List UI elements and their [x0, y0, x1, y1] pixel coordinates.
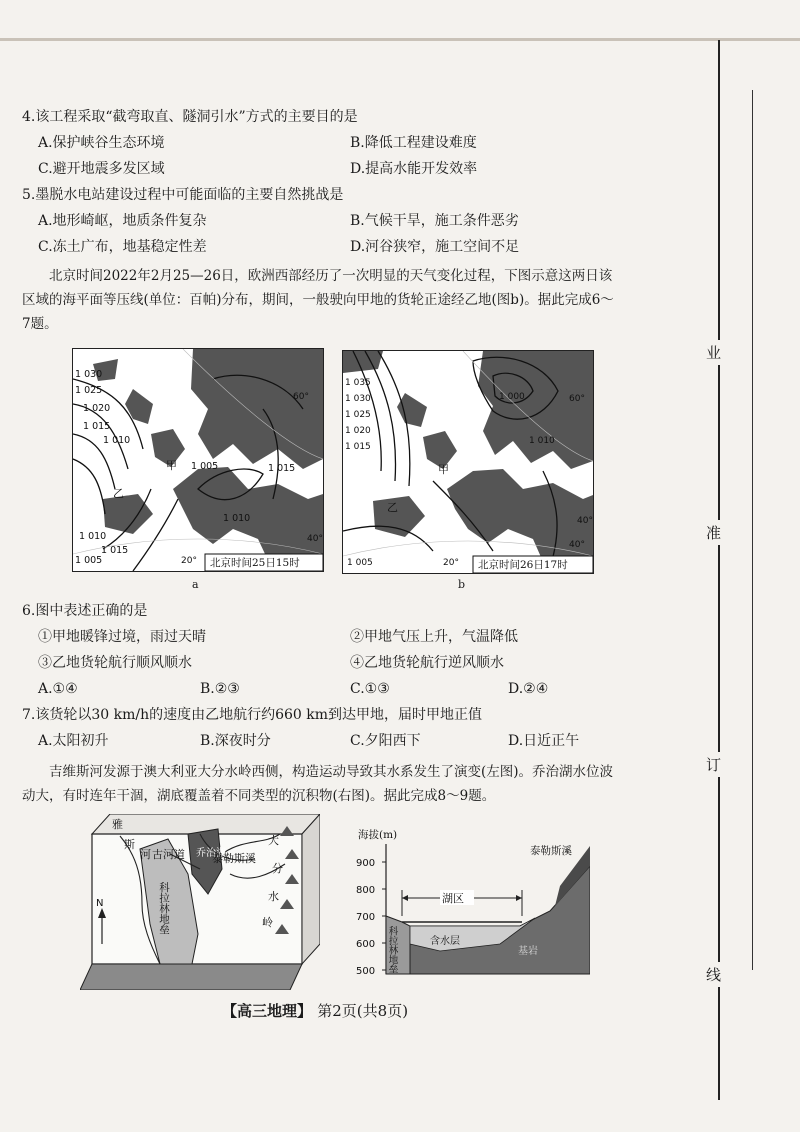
- map-a-graphic: [73, 349, 323, 571]
- map-a-isobar-label: 1 015: [83, 421, 111, 432]
- north-arrow-label: N: [96, 898, 104, 909]
- river-label-he: 河: [140, 848, 151, 861]
- map-a-coord-label: 20°: [181, 556, 197, 566]
- question-6-statement-2: ②甲地气压上升，气温降低: [350, 629, 518, 645]
- question-5-option-c[interactable]: C.冻土广布，地基稳定性差: [38, 239, 207, 255]
- map-a-isobar-label: 1 005: [191, 461, 219, 472]
- question-5-option-b[interactable]: B.气候干旱，施工条件恶劣: [350, 213, 519, 229]
- question-5-option-a[interactable]: A.地形崎岖，地质条件复杂: [38, 213, 207, 229]
- top-edge-line: [0, 38, 800, 41]
- lake-zone-label: 湖区: [442, 892, 464, 905]
- question-5-option-d[interactable]: D.河谷狭窄，施工空间不足: [350, 239, 520, 255]
- question-4-option-a[interactable]: A.保护峡谷生态环境: [38, 135, 165, 151]
- question-6-option-d[interactable]: D.②④: [508, 681, 549, 697]
- map-b-place-jia: 甲: [438, 463, 449, 476]
- map-a-time-label: 北京时间25日15时: [210, 557, 300, 569]
- ancient-channel-label: 古河道: [152, 848, 185, 861]
- aquifer-label: 含水层: [430, 936, 460, 947]
- footer-page-number: 第2页(共8页): [317, 1002, 409, 1020]
- map-b-coord-label: 40°: [569, 540, 585, 550]
- map-a-isobar-label: 1 010: [103, 435, 131, 446]
- question-7-option-d[interactable]: D.日近正午: [508, 733, 580, 749]
- map-b-coord-label: 60°: [569, 394, 585, 404]
- map-b-time-label: 北京时间26日17时: [478, 559, 568, 571]
- question-4-option-c[interactable]: C.避开地震多发区域: [38, 161, 165, 177]
- question-5-stem: 5.墨脱水电站建设过程中可能面临的主要自然挑战是: [22, 187, 344, 203]
- map-b-isobar-label: 1 010: [529, 436, 555, 446]
- taylors-creek-label: 泰勒斯溪: [212, 852, 256, 865]
- map-b-isobar-label: 1 030: [345, 394, 371, 404]
- river-label-ya: 雅: [112, 818, 123, 831]
- river-label-si: 斯: [124, 838, 135, 851]
- map-b-isobar-label: 1 005: [347, 558, 373, 568]
- page-footer: [222, 1000, 408, 1021]
- footer-subject: 【高三地理】: [222, 1002, 313, 1020]
- divide-label-da: 大: [268, 834, 279, 847]
- pressure-map-a: [72, 348, 324, 572]
- taylors-creek-section-label: 泰勒斯溪: [530, 845, 572, 857]
- y-tick: 900: [356, 858, 376, 869]
- map-b-caption: b: [458, 578, 466, 591]
- bedrock-label: 基岩: [518, 946, 538, 957]
- y-tick: 800: [356, 885, 376, 896]
- map-a-caption: a: [192, 578, 199, 591]
- map-b-isobar-label: 1 025: [345, 410, 371, 420]
- question-6-option-c[interactable]: C.①③: [350, 681, 390, 697]
- lake-george-label: 乔治湖: [196, 848, 226, 859]
- binding-strip: [718, 40, 800, 1100]
- map-b-isobar-label: 1 020: [345, 426, 371, 436]
- question-6-stem: 6.图中表述正确的是: [22, 603, 148, 619]
- river-block-graphic: [80, 814, 320, 990]
- map-b-graphic: [343, 351, 593, 573]
- binding-char: 准: [706, 520, 721, 545]
- question-4-option-d[interactable]: D.提高水能开发效率: [350, 161, 478, 177]
- map-a-isobar-label: 1 005: [75, 555, 103, 566]
- cross-section-graphic: [350, 826, 590, 984]
- map-b-coord-label: 40°: [577, 516, 593, 526]
- question-7-option-a[interactable]: A.太阳初升: [38, 733, 109, 749]
- map-a-isobar-label: 1 015: [101, 545, 129, 556]
- passage-8-9: 吉维斯河发源于澳大利亚大分水岭西侧，构造运动导致其水系发生了演变(左图)。乔治湖水位波动大，有时连年干涸，湖底覆盖着不同类型的沉积物(右图)。据此完成8～9题。: [22, 764, 614, 804]
- divide-label-shui: 水: [268, 890, 279, 903]
- passage-6-7: 北京时间2022年2月25—26日，欧洲西部经历了一次明显的天气变化过程，下图示意这两日该区域的海平面等压线(单位：百帕)分布，期间，一般驶向甲地的货轮正途经乙地(图b)。据此完成6～7题。: [22, 268, 614, 332]
- binding-char: 订: [706, 752, 721, 777]
- horst-section-label: 科拉林地垒: [386, 926, 398, 974]
- map-a-coord-label: 40°: [307, 534, 323, 544]
- y-tick: 600: [356, 939, 376, 950]
- map-a-coord-label: 60°: [293, 392, 309, 402]
- question-7-option-b[interactable]: B.深夜时分: [200, 733, 271, 749]
- map-a-isobar-label: 1 010: [79, 531, 107, 542]
- binding-char: 线: [706, 962, 721, 987]
- map-a-place-yi: 乙: [113, 487, 124, 500]
- horst-label: 科拉林地垒: [158, 882, 170, 935]
- question-4-option-b[interactable]: B.降低工程建设难度: [350, 135, 477, 151]
- divide-label-ling: 岭: [262, 916, 273, 929]
- map-b-isobar-label: 1 015: [345, 442, 371, 452]
- lake-cross-section: [350, 826, 590, 984]
- y-tick: 700: [356, 912, 376, 923]
- map-a-place-jia: 甲: [166, 459, 177, 472]
- question-6-statement-3: ③乙地货轮航行顺风顺水: [38, 655, 192, 671]
- binding-char: 业: [706, 340, 721, 365]
- elevation-axis-label: 海拔(m): [358, 829, 398, 841]
- map-a-isobar-label: 1 020: [83, 403, 111, 414]
- map-a-isobar-label: 1 025: [75, 385, 103, 396]
- river-block-diagram: [80, 814, 320, 990]
- map-a-isobar-label: 1 015: [268, 463, 296, 474]
- map-b-coord-label: 20°: [443, 558, 459, 568]
- binding-rule: [752, 90, 753, 970]
- question-6-statement-1: ①甲地暖锋过境，雨过天晴: [38, 629, 206, 645]
- question-7-stem: 7.该货轮以30 km/h的速度由乙地航行约660 km到达甲地，届时甲地正值: [22, 707, 483, 723]
- question-6-statement-4: ④乙地货轮航行逆风顺水: [350, 655, 504, 671]
- question-6-option-a[interactable]: A.①④: [38, 681, 78, 697]
- map-b-place-yi: 乙: [387, 501, 398, 514]
- map-a-isobar-label: 1 030: [75, 369, 103, 380]
- divide-label-fen: 分: [272, 862, 283, 875]
- map-b-isobar-label: 1 000: [499, 392, 525, 402]
- map-b-isobar-label: 1 035: [345, 378, 371, 388]
- question-6-option-b[interactable]: B.②③: [200, 681, 240, 697]
- question-4-stem: 4.该工程采取“截弯取直、隧洞引水”方式的主要目的是: [22, 109, 358, 125]
- question-7-option-c[interactable]: C.夕阳西下: [350, 733, 421, 749]
- pressure-map-b: [342, 350, 594, 574]
- map-a-isobar-label: 1 010: [223, 513, 251, 524]
- y-tick: 500: [356, 966, 376, 977]
